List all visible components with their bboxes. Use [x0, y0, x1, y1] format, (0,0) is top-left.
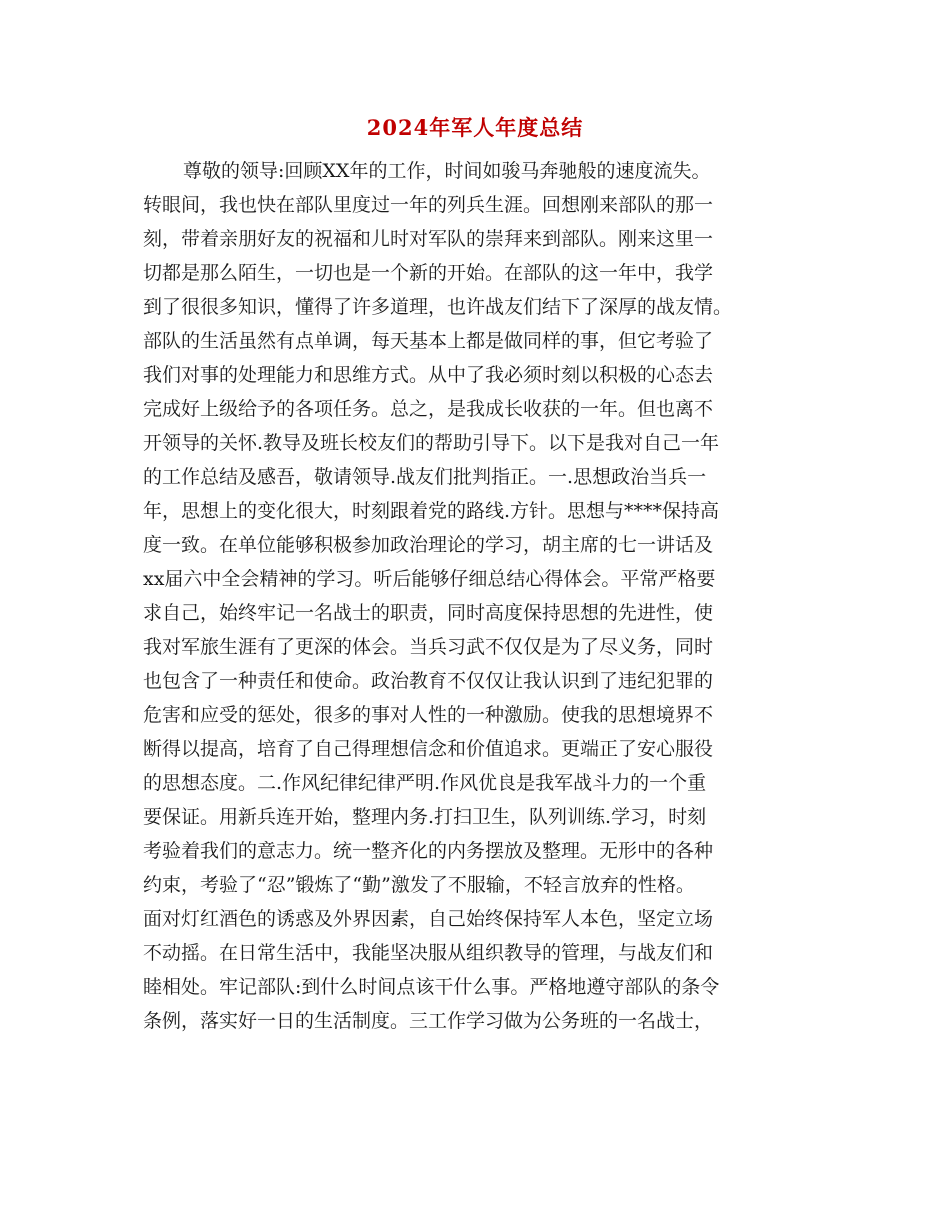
document-body	[143, 154, 805, 1038]
body-line: 的思想态度。二.作风纪律纪律严明.作风优良是我军战斗力的一个重	[143, 772, 707, 794]
body-line: 要保证。用新兵连开始，整理内务.打扫卫生，队列训练.学习，时刻	[143, 806, 707, 828]
body-line: 我们对事的处理能力和思维方式。从中了我必须时刻以积极的心态去	[143, 364, 714, 386]
body-line: 转眼间，我也快在部队里度过一年的列兵生涯。回想刚来部队的那一	[143, 194, 714, 216]
body-line: 面对灯红酒色的诱惑及外界因素，自己始终保持军人本色，坚定立场	[143, 908, 714, 930]
body-line: 断得以提高，培育了自己得理想信念和价值追求。更端正了安心服役	[143, 738, 714, 760]
body-line: 约束，考验了“忍”锻炼了“勤”激发了不服输，不轻言放弃的性格。	[143, 874, 695, 896]
body-line: xx届六中全会精神的学习。听后能够仔细总结心得体会。平常严格要	[143, 568, 716, 590]
body-line: 不动摇。在日常生活中，我能坚决服从组织教导的管理，与战友们和	[143, 942, 714, 964]
body-line: 条例，落实好一日的生活制度。三工作学习做为公务班的一名战士，	[143, 1010, 714, 1032]
body-line: 切都是那么陌生，一切也是一个新的开始。在部队的这一年中，我学	[143, 262, 714, 284]
body-line: 年，思想上的变化很大，时刻跟着党的路线.方针。思想与****保持高	[143, 500, 720, 522]
body-line: 我对军旅生涯有了更深的体会。当兵习武不仅仅是为了尽义务，同时	[143, 636, 714, 658]
document-title: 2024年军人年度总结	[366, 115, 584, 140]
body-line: 开领导的关怀.教导及班长校友们的帮助引导下。以下是我对自己一年	[143, 432, 720, 454]
body-line: 考验着我们的意志力。统一整齐化的内务摆放及整理。无形中的各种	[143, 840, 714, 862]
body-line: 危害和应受的惩处，很多的事对人性的一种激励。使我的思想境界不	[143, 704, 714, 726]
body-line: 刻，带着亲朋好友的祝福和儿时对军队的崇拜来到部队。刚来这里一	[143, 228, 714, 250]
body-line: 的工作总结及感吾，敬请领导.战友们批判指正。一.思想政治当兵一	[143, 466, 707, 488]
body-line: 也包含了一种责任和使命。政治教育不仅仅让我认识到了违纪犯罪的	[143, 670, 714, 692]
body-line: 睦相处。牢记部队:到什么时间点该干什么事。严格地遵守部队的条令	[143, 976, 720, 998]
body-line: 尊敬的领导:回顾XX年的工作，时间如骏马奔驰般的速度流失。	[183, 160, 711, 182]
body-line: 度一致。在单位能够积极参加政治理论的学习，胡主席的七一讲话及	[143, 534, 714, 556]
body-line: 部队的生活虽然有点单调，每天基本上都是做同样的事，但它考验了	[143, 330, 714, 352]
body-line: 完成好上级给予的各项任务。总之，是我成长收获的一年。但也离不	[143, 398, 714, 420]
body-line: 到了很很多知识，懂得了许多道理，也许战友们结下了深厚的战友情。	[143, 296, 733, 318]
body-line: 求自己，始终牢记一名战士的职责，同时高度保持思想的先进性，使	[143, 602, 714, 624]
